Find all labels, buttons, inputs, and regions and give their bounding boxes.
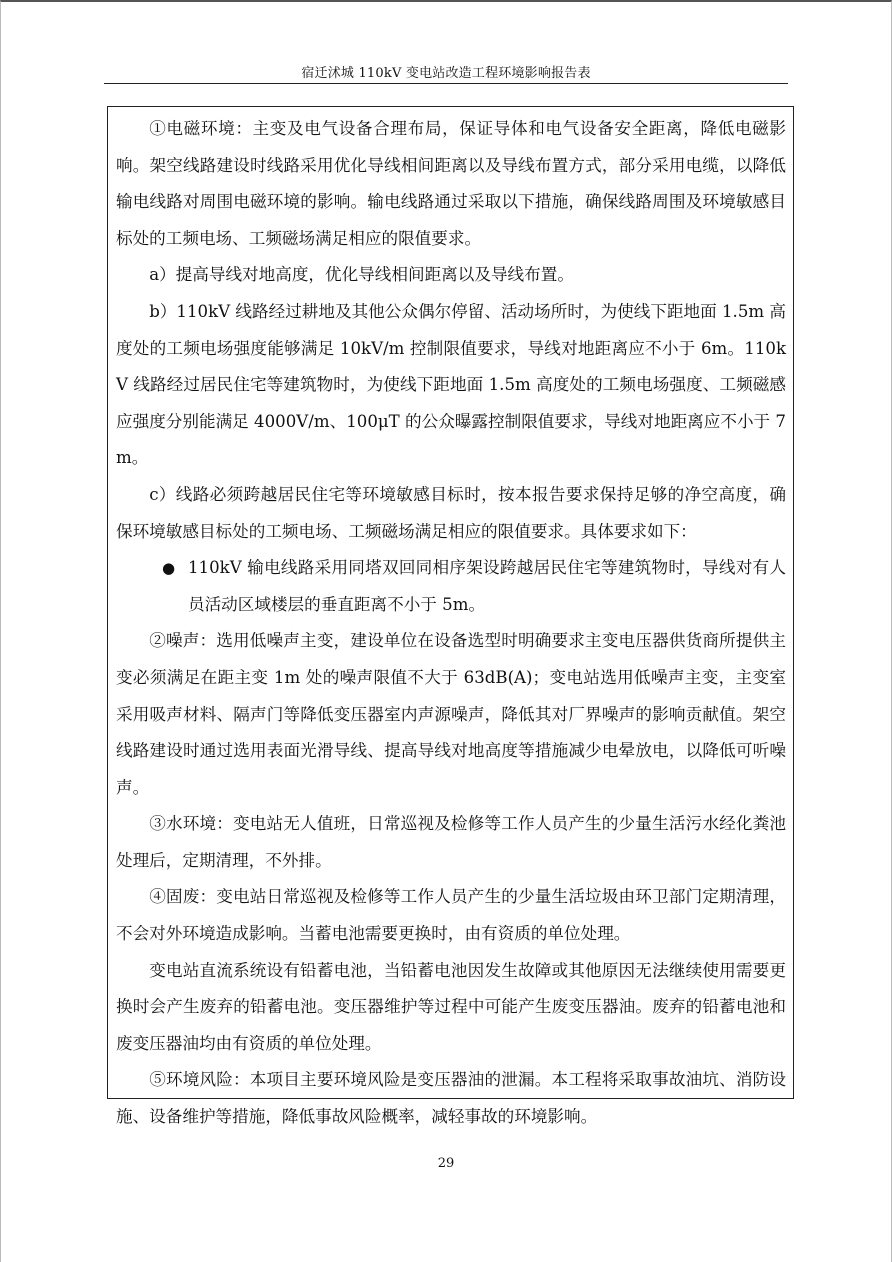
paragraph-measure-b: b）110kV 线路经过耕地及其他公众偶尔停留、活动场所时，为使线下距地面 1.5m 高度处的工频电场强度能够满足 10kV/m 控制限值要求，导线对地距离应不小于 6m。110kV 线路经过居民住宅等建筑物时，为使线下距地面 1.5m 高度处的工频电场强度、工频磁感应强度分别能满足 4000V/m、100μT 的公众曝露控制限值要求，导线对地距离应不小于 7m。 (116, 301, 786, 468)
paragraph-solid-waste: ④固废：变电站日常巡视及检修等工作人员产生的少量生活垃圾由环卫部门定期清理，不会对外环境造成影响。当蓄电池需要更换时，由有资质的单位处理。 (116, 887, 786, 944)
bullet-text: 110kV 输电线路采用同塔双回同相序架设跨越居民住宅等建筑物时，导线对有人员活动区域楼层的垂直距离不小于 5m。 (188, 558, 786, 614)
paragraph-measure-c: c）线路必须跨越居民住宅等环境敏感目标时，按本报告要求保持足够的净空高度，确保环境敏感目标处的工频电场、工频磁场满足相应的限值要求。具体要求如下： (116, 484, 786, 541)
bullet-item (116, 550, 786, 623)
header-divider (104, 83, 788, 84)
paragraph-water: ③水环境：变电站无人值班，日常巡视及检修等工作人员产生的少量生活污水经化粪池处理后，定期清理，不外排。 (116, 814, 786, 870)
content-frame (107, 106, 794, 1127)
document-header-title: 宿迁沭城 110kV 变电站改造工程环境影响报告表 (301, 66, 591, 81)
bullet-dot-icon: ● (162, 559, 176, 578)
paragraph-measure-a: a）提高导线对地高度，优化导线相间距离以及导线布置。 (149, 265, 574, 285)
paragraph-risk: ⑤环境风险：本项目主要环境风险是变压器油的泄漏。本工程将采取事故油坑、消防设施、设备维护等措施，降低事故风险概率，减轻事故的环境影响。 (116, 1070, 786, 1127)
page-number: 29 (437, 1156, 455, 1171)
paragraph-electromagnetic: ①电磁环境：主变及电气设备合理布局，保证导体和电气设备安全距离，降低电磁影响。架空线路建设时线路采用优化导线相间距离以及导线布置方式，部分采用电缆，以降低输电线路对周围电磁环境的影响。输电线路通过采取以下措施，确保线路周围及环境敏感目标处的工频电场、工频磁场满足相应的限值要求。 (116, 119, 786, 248)
paragraph-noise: ②噪声：选用低噪声主变，建设单位在设备选型时明确要求主变电压器供货商所提供主变必须满足在距主变 1m 处的噪声限值不大于 63dB(A)；变电站选用低噪声主变，主变室采用吸声材料、隔声门等降低变压器室内声源噪声，降低其对厂界噪声的影响贡献值。架空线路建设时通过选用表面光滑导线、提高导线对地高度等措施减少电晕放电，以降低可听噪声。 (116, 631, 786, 797)
paragraph-battery: 变电站直流系统设有铅蓄电池，当铅蓄电池因发生故障或其他原因无法继续使用需要更换时会产生废弃的铅蓄电池。变压器维护等过程中可能产生废变压器油。废弃的铅蓄电池和废变压器油均由有资质的单位处理。 (116, 960, 786, 1053)
